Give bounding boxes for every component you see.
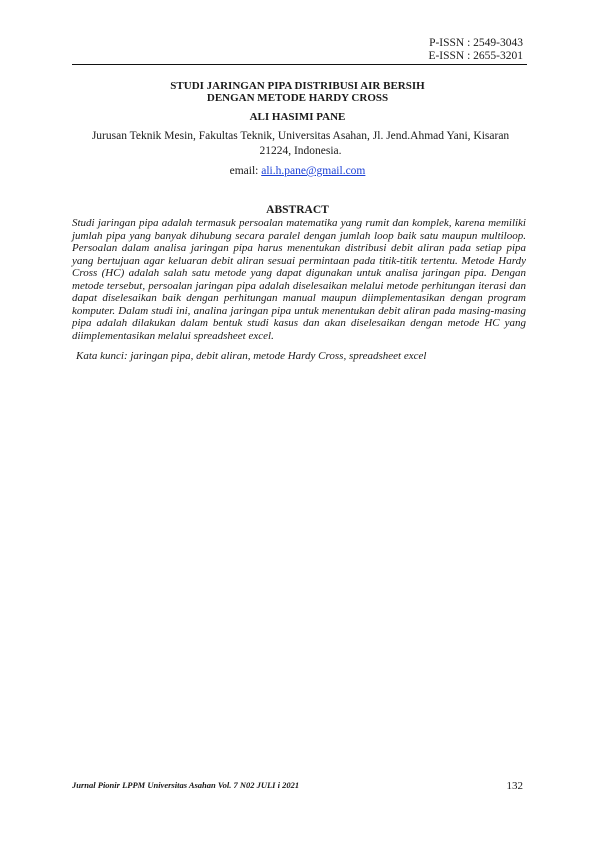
p-issn: P-ISSN : 2549-3043 xyxy=(429,37,523,49)
issn-block xyxy=(428,37,523,63)
e-issn: E-ISSN : 2655-3201 xyxy=(428,50,523,62)
title-line-1: STUDI JARINGAN PIPA DISTRIBUSI AIR BERSIH xyxy=(170,80,425,92)
email-link[interactable]: ali.h.pane@gmail.com xyxy=(261,165,366,177)
header-rule xyxy=(72,64,527,65)
author-name: ALI HASIMI PANE xyxy=(249,111,346,123)
keywords: Kata kunci: jaringan pipa, debit aliran, metode Hardy Cross, spreadsheet excel xyxy=(76,350,427,362)
author-email xyxy=(72,165,523,177)
abstract-body: Studi jaringan pipa adalah termasuk persoalan matematika yang rumit dan komplek, karena memiliki jumlah pipa yang banyak dihubung secara paralel dengan jumlah loop baik satu maupun multiloop. Persoalan dalam analisa jaringan pipa harus menentukan distribusi debit aliran pada setiap pipa yang bertujuan agar keluaran debit aliran sesuai permintaan pada titik-titik tertentu. Metode Hardy Cross (HC) adalah salah satu metode yang dapat digunakan untuk analisa jaringan pipa. Dengan metode tersebut, persoalan jaringan pipa adalah diselesaikan melalui metode perhitungan iterasi dan dapat diselesaikan baik dengan perhitungan manual maupun diimplementasikan dengan program komputer. Dalam studi ini, analina jaringan pipa untuk menentukan debit aliran pada masing-masing pipa adalah dilakukan dalam bentuk studi kasus dan akan diselesaikan dengan metode HC yang diimplementasikan melalui spreadsheet excel. xyxy=(72,217,526,342)
email-label: email: xyxy=(229,165,262,177)
title-line-2: DENGAN METODE HARDY CROSS xyxy=(206,92,389,104)
paper-title xyxy=(72,80,523,104)
page-number: 132 xyxy=(506,780,523,792)
journal-footer: Jurnal Pionir LPPM Universitas Asahan Vol. 7 N02 JULI i 2021 xyxy=(72,780,300,790)
author-affiliation: Jurusan Teknik Mesin, Fakultas Teknik, Universitas Asahan, Jl. Jend.Ahmad Yani, Kisaran 21224, Indonesia. xyxy=(91,130,510,157)
abstract-heading: ABSTRACT xyxy=(266,204,329,216)
